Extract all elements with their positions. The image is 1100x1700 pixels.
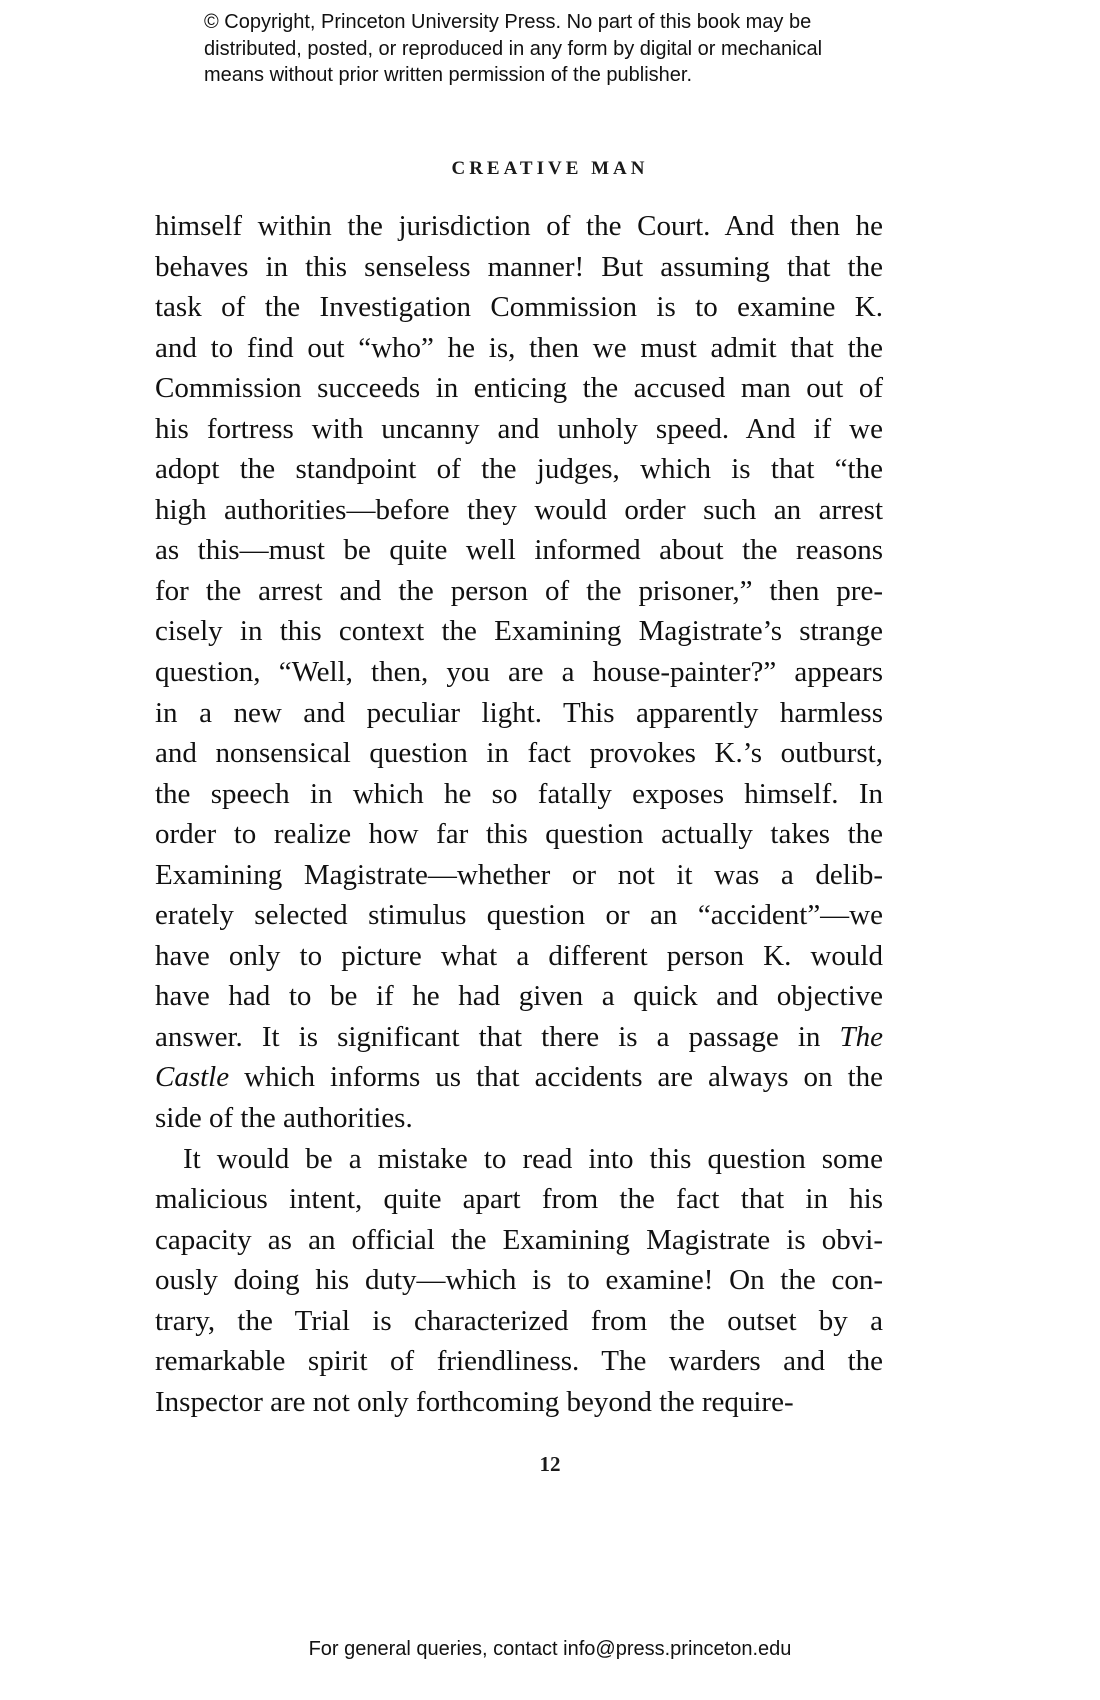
page-number: 12: [539, 1452, 561, 1476]
paragraph: [155, 206, 883, 1139]
text-line: [155, 1017, 883, 1058]
text-line: erately selected stimulus question or an “accident”—we: [155, 899, 883, 932]
italic-title: The: [839, 1020, 883, 1053]
line-text: answer. It is significant that there is a passage in: [155, 1020, 840, 1053]
text-line: his fortress with uncanny and unholy speed. And if we: [155, 412, 883, 445]
text-line: have only to picture what a different person K. would: [155, 939, 883, 972]
running-head: CREATIVE MAN: [451, 158, 649, 179]
text-line: Inspector are not only forthcoming beyond the require-: [155, 1385, 794, 1418]
text-line: capacity as an official the Examining Magistrate is obvi-: [155, 1223, 883, 1256]
text-line: and nonsensical question in fact provokes K.’s outburst,: [155, 737, 883, 770]
text-line: task of the Investigation Commission is to examine K.: [155, 291, 883, 324]
text-line: ously doing his duty—which is to examine! On the con-: [155, 1264, 883, 1297]
text-line: in a new and peculiar light. This apparently harmless: [155, 696, 883, 729]
text-line: and to find out “who” he is, then we must admit that the: [155, 331, 883, 364]
text-line: for the arrest and the person of the prisoner,” then pre-: [155, 574, 883, 607]
text-line: cisely in this context the Examining Magistrate’s strange: [155, 615, 883, 648]
copyright-line: distributed, posted, or reproduced in any form by digital or mechanical: [204, 37, 823, 60]
text-line: side of the authorities.: [155, 1102, 413, 1135]
text-line: Examining Magistrate—whether or not it was a delib-: [155, 858, 883, 891]
text-line: as this—must be quite well informed about the reasons: [155, 534, 883, 567]
text-line: high authorities—before they would order such an arrest: [155, 493, 883, 526]
paragraph: [155, 1139, 883, 1423]
text-line: Commission succeeds in enticing the accused man out of: [155, 372, 883, 405]
text-line: trary, the Trial is characterized from the outset by a: [155, 1304, 883, 1337]
body-text: [155, 206, 883, 1422]
text-line: adopt the standpoint of the judges, which is that “the: [155, 453, 883, 486]
text-line: remarkable spirit of friendliness. The warders and the: [155, 1345, 883, 1378]
copyright-notice: [204, 9, 1024, 89]
text-line: have had to be if he had given a quick and objective: [155, 980, 883, 1013]
copyright-line: © Copyright, Princeton University Press. No part of this book may be: [204, 11, 812, 33]
text-line: It would be a mistake to read into this question some: [183, 1142, 883, 1175]
text-line: the speech in which he so fatally exposes himself. In: [155, 777, 883, 810]
line-text: which informs us that accidents are always on the: [229, 1061, 883, 1094]
text-line: order to realize how far this question actually takes the: [155, 818, 883, 851]
text-line: himself within the jurisdiction of the Court. And then he: [155, 210, 883, 242]
italic-title: Castle: [155, 1061, 230, 1094]
text-line: malicious intent, quite apart from the fact that in his: [155, 1183, 883, 1216]
footer-contact: For general queries, contact info@press.princeton.edu: [308, 1638, 792, 1660]
text-line: behaves in this senseless manner! But assuming that the: [155, 250, 883, 283]
text-line: question, “Well, then, you are a house-painter?” appears: [155, 656, 883, 689]
text-line: [155, 1057, 883, 1098]
copyright-line: means without prior written permission of the publisher.: [204, 64, 693, 86]
